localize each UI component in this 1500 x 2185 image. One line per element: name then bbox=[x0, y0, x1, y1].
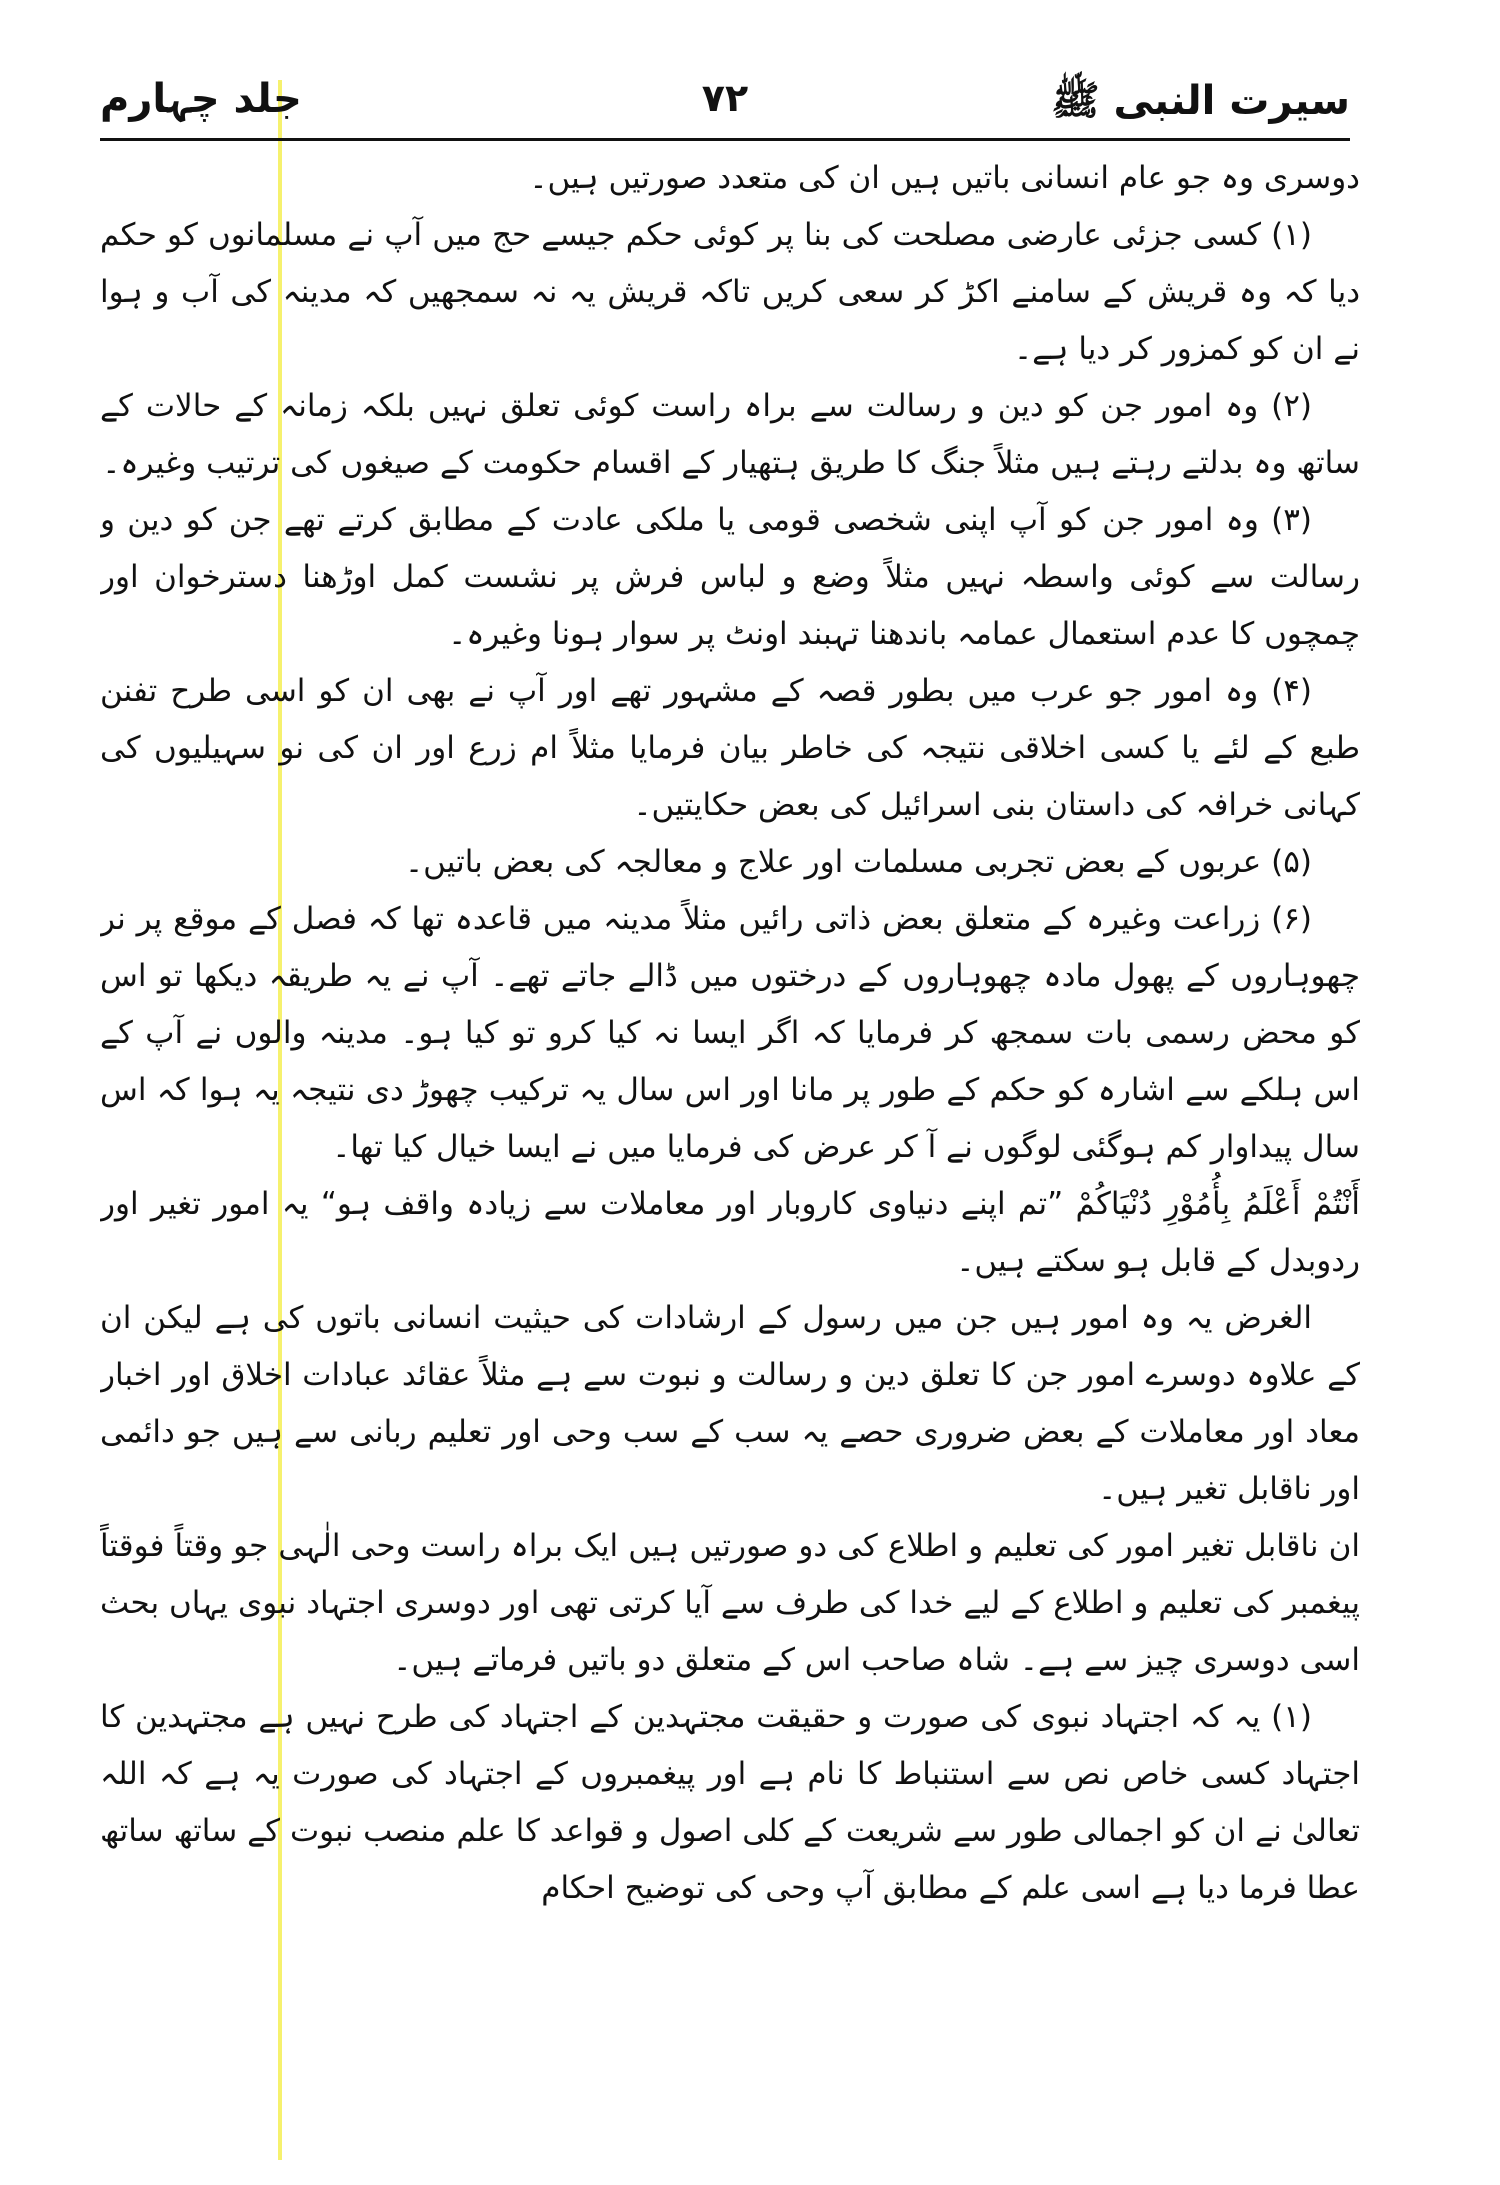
paragraph-item-5: (۵) عربوں کے بعض تجربی مسلمات اور علاج و معالجہ کی بعض باتیں۔ bbox=[404, 844, 1312, 880]
paragraph-item-6: (۶) زراعت وغیرہ کے متعلق بعض ذاتی رائیں مثلاً مدینہ میں قاعدہ تھا کہ فصل کے موقع پر نر چھوہاروں کے پھول مادہ چھوہاروں کے درختوں میں ڈالے جاتے تھے۔ آپ نے یہ طریقہ دیکھا تو اس کو محض رسمی بات سمجھ کر فرمایا کہ اگر ایسا نہ کیا کرو تو کیا ہو۔ مدینہ والوں نے آپ کے اس ہلکے سے اشارہ کو حکم کے طور پر مانا اور اس سال یہ ترکیب چھوڑ دی نتیجہ یہ ہوا کہ اس سال پیداوار کم ہوگئی لوگوں نے آ کر عرض کی فرمایا میں نے ایسا خیال کیا تھا۔ bbox=[100, 901, 1360, 1165]
paragraph-hadith-quote: أَنْتُمْ أَعْلَمُ بِأُمُوْرِ دُنْيَاكُمْ ”تم اپنے دنیاوی کاروبار اور معاملات سے زیادہ واقف ہو“ یہ امور تغیر اور ردوبدل کے قابل ہو سکتے ہیں۔ bbox=[100, 1186, 1360, 1279]
page-header bbox=[100, 72, 1350, 142]
paragraph-item-3: (۳) وہ امور جن کو آپ اپنی شخصی قومی یا ملکی عادت کے مطابق کرتے تھے جن کو دین و رسالت سے کوئی واسطہ نہیں مثلاً وضع و لباس فرش پر نشست کمل اوڑھنا دسترخوان اور چمچوں کا عدم استعمال عمامہ باندھنا تہبند اونٹ پر سوار ہونا وغیرہ۔ bbox=[100, 502, 1360, 652]
volume-label: جلد چہارم bbox=[100, 76, 302, 122]
paragraph-intro: دوسری وہ جو عام انسانی باتیں ہیں ان کی متعدد صورتیں ہیں۔ bbox=[529, 160, 1360, 196]
paragraph-item-1: (۱) کسی جزئی عارضی مصلحت کی بنا پر کوئی حکم جیسے حج میں آپ نے مسلمانوں کو حکم دیا کہ وہ قریش کے سامنے اکڑ کر سعی کریں تاکہ قریش یہ نہ سمجھیں کہ مدینہ کی آب و ہوا نے ان کو کمزور کر دیا ہے۔ bbox=[100, 217, 1360, 367]
paragraph-two-forms: ان ناقابل تغیر امور کی تعلیم و اطلاع کی دو صورتیں ہیں ایک براہ راست وحی الٰہی جو وقتاً فوقتاً پیغمبر کی تعلیم و اطلاع کے لیے خدا کی طرف سے آیا کرتی تھی اور دوسری اجتہاد نبوی یہاں بحث اسی دوسری چیز سے ہے۔ شاہ صاحب اس کے متعلق دو باتیں فرماتے ہیں۔ bbox=[100, 1528, 1360, 1678]
paragraph-item-2: (۲) وہ امور جن کو دین و رسالت سے براہ راست کوئی تعلق نہیں بلکہ زمانہ کے حالات کے ساتھ وہ بدلتے رہتے ہیں مثلاً جنگ کا طریق ہتھیار کے اقسام حکومت کے صیغوں کی ترتیب وغیرہ۔ bbox=[100, 388, 1360, 481]
paragraph-ijtihad-1: (۱) یہ کہ اجتہاد نبوی کی صورت و حقیقت مجتہدین کے اجتہاد کی طرح نہیں ہے مجتہدین کا اجتہاد کسی خاص نص سے استنباط کا نام ہے اور پیغمبروں کے اجتہاد کی صورت یہ ہے کہ اللہ تعالیٰ نے ان کو اجمالی طور سے شریعت کے کلی اصول و قواعد کا علم منصب نبوت کے ساتھ ساتھ عطا فرما دیا ہے اسی علم کے مطابق آپ وحی کی توضیح احکام bbox=[100, 1699, 1360, 1906]
book-title: سیرت النبی ﷺ bbox=[1051, 78, 1350, 124]
page-number: ۷۲ bbox=[701, 76, 749, 120]
paragraph-summary: الغرض یہ وہ امور ہیں جن میں رسول کے ارشادات کی حیثیت انسانی باتوں کی ہے لیکن ان کے علاوہ دوسرے امور جن کا تعلق دین و رسالت و نبوت سے ہے مثلاً عقائد عبادات اخلاق اور اخبار معاد اور معاملات کے بعض ضروری حصے یہ سب کے سب وحی اور تعلیم ربانی سے ہیں جو دائمی اور ناقابل تغیر ہیں۔ bbox=[100, 1300, 1360, 1507]
page-body bbox=[100, 150, 1360, 2125]
paragraph-item-4: (۴) وہ امور جو عرب میں بطور قصہ کے مشہور تھے اور آپ نے بھی ان کو اسی طرح تفنن طبع کے لئے یا کسی اخلاقی نتیجہ کی خاطر بیان فرمایا مثلاً ام زرع اور ان کی نو سہیلیوں کی کہانی خرافہ کی داستان بنی اسرائیل کی بعض حکایتیں۔ bbox=[100, 673, 1360, 823]
header-divider bbox=[100, 138, 1350, 141]
